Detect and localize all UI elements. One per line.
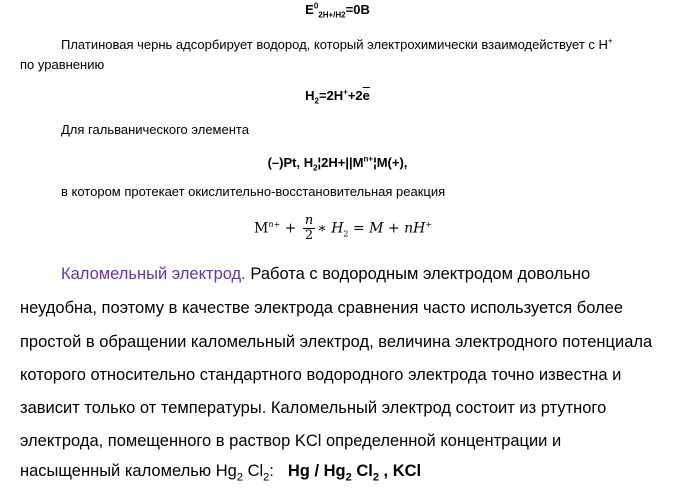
calomel-line-6: электрода, помещенного в раствор KCl определенной концентрации и: [20, 432, 562, 450]
redox-reaction: [254, 214, 432, 243]
paragraph-1-line-1: [61, 37, 613, 52]
calomel-l1: Работа с водородным электродом довольно: [245, 265, 591, 283]
reaction-plus: +: [284, 220, 297, 237]
fraction-denominator: 2: [304, 228, 314, 243]
cell-b: ¦2H+||M: [317, 155, 364, 170]
calomel-l7a-sub: 2: [236, 471, 243, 484]
calomel-l7d: Hg / Hg: [287, 462, 346, 480]
calomel-line-7: [20, 462, 422, 484]
cell-a-sub: 2: [313, 163, 318, 173]
calomel-line-5: зависит только от температуры. Каломельный электрод состоит из ртутного: [20, 399, 607, 417]
reaction-star: ∗: [317, 220, 327, 237]
paragraph-2: Для гальванического элемента: [61, 122, 249, 137]
calomel-line-3: простой в обращении каломельный электрод, величина электродного потенциала: [20, 333, 653, 351]
calomel-l7d-sub: 2: [345, 471, 352, 484]
p1-text: Платиновая чернь адсорбирует водород, который электрохимически взаимодействует с Н: [61, 37, 608, 52]
reaction-rhs: = M + nH: [352, 220, 426, 237]
calomel-line-4: которого относительно стандартного водородного электрода точно известна и: [20, 366, 622, 384]
calomel-l7b-sub: 2: [263, 471, 270, 484]
cell-c: ¦M(+),: [373, 155, 408, 170]
calomel-title: Каломельный электрод.: [61, 265, 246, 283]
calomel-line-2: неудобна, поэтому в качестве электрода сравнения часто используется более: [20, 299, 624, 317]
calomel-l7c: :: [269, 462, 274, 480]
reaction-h-sub: 2: [343, 229, 349, 239]
p1-sup: +: [607, 36, 613, 46]
h2-a-sub: 2: [314, 96, 319, 106]
reaction-fraction: [303, 214, 315, 243]
reaction-h: H: [331, 220, 344, 237]
calomel-l7e: Cl: [351, 462, 373, 480]
standard-potential-equation: [0, 1, 675, 20]
potential-symbol: E: [305, 2, 314, 17]
h2-a: H: [305, 88, 315, 103]
calomel-l7f: , KCl: [378, 462, 422, 480]
calomel-l7a: насыщенный каломелью Hg: [20, 462, 237, 480]
cell-b-sup: n+: [363, 154, 374, 164]
fraction-numerator: n: [304, 213, 314, 228]
reaction-m-sup: n+: [268, 219, 281, 229]
paragraph-1-line-2: по уравнению: [20, 57, 105, 72]
h2-b-sup: +: [343, 87, 348, 97]
reaction-m: M: [254, 220, 269, 237]
galvanic-cell-notation: [0, 154, 675, 173]
potential-sup: 0: [313, 1, 319, 11]
h2-c: +2: [347, 88, 363, 103]
cell-a: (–)Pt, H: [267, 155, 314, 170]
reaction-rhs-sup: +: [425, 219, 433, 229]
potential-sub: 2H+/H2: [318, 10, 346, 20]
calomel-l7e-sub: 2: [372, 471, 379, 484]
electron-symbol: $\overline{e}$: [362, 88, 370, 103]
calomel-electrode-notation: [287, 462, 422, 484]
paragraph-3: в котором протекает окислительно-восстановительная реакция: [61, 184, 446, 199]
potential-value: =0В: [345, 2, 370, 17]
hydrogen-equation: [0, 87, 675, 106]
calomel-l7b: Cl: [242, 462, 264, 480]
h2-b: =2H: [318, 88, 344, 103]
calomel-line-1: [61, 265, 590, 284]
